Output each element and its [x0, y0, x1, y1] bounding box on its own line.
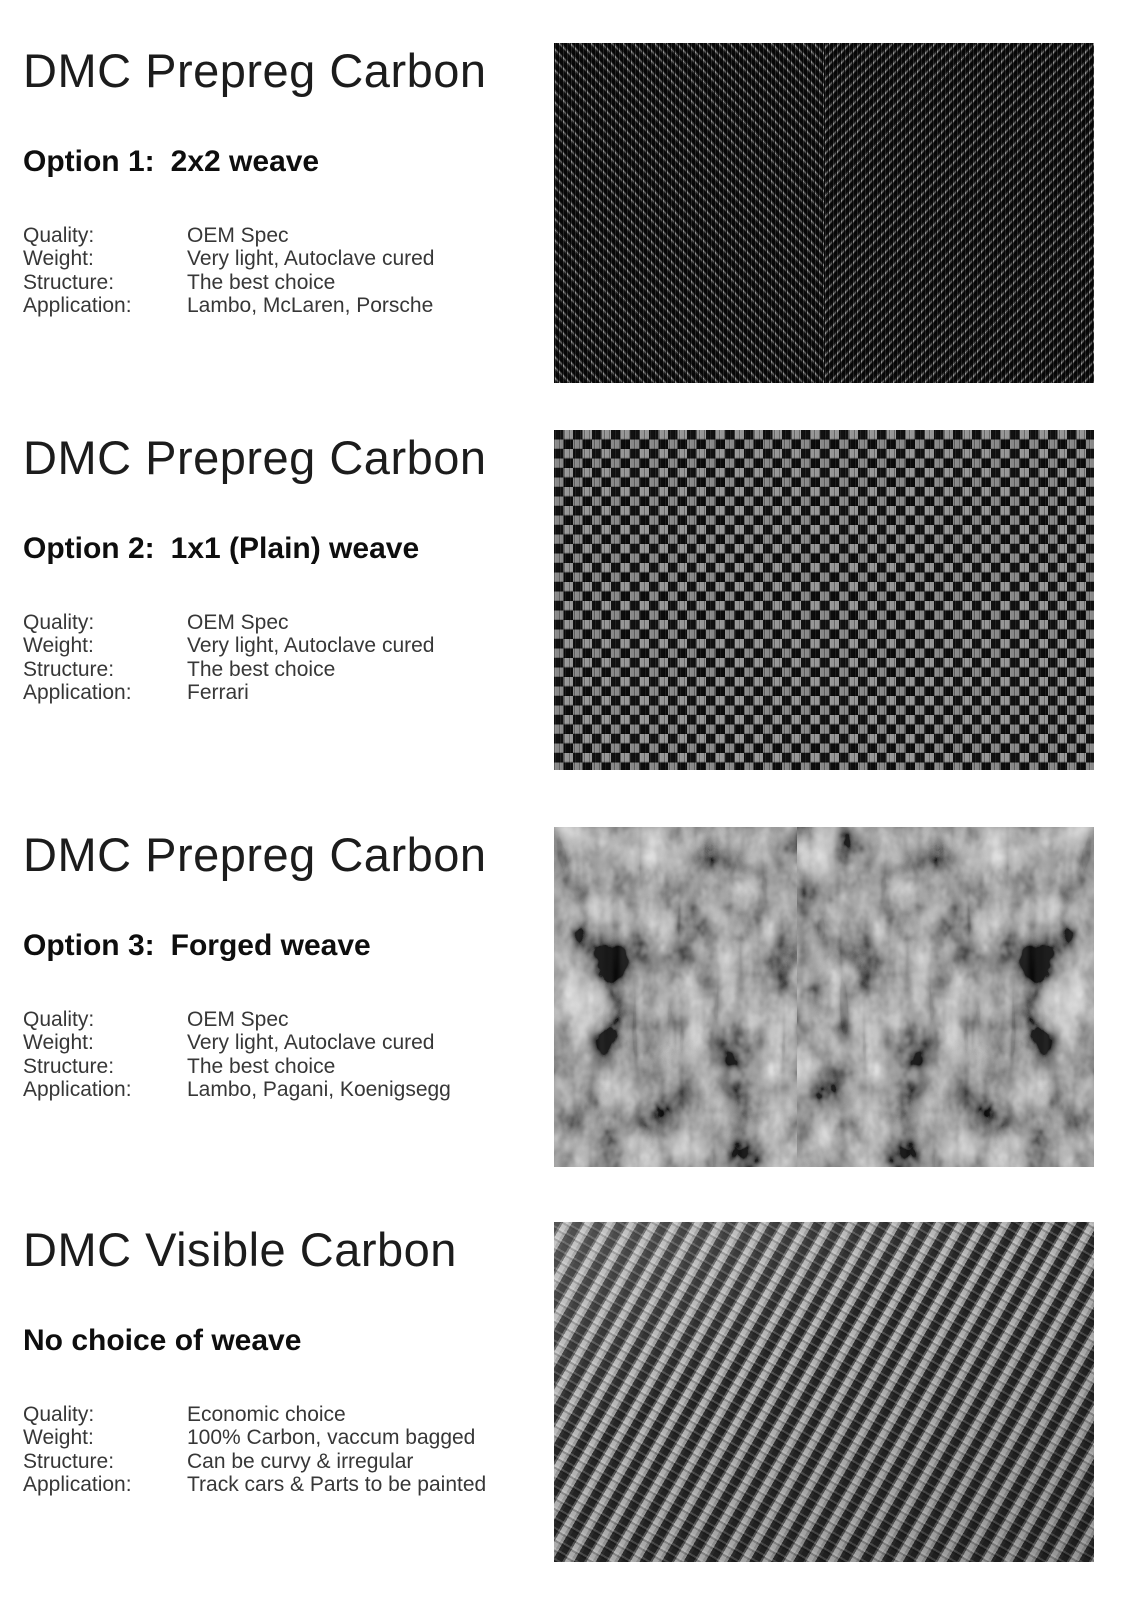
spec-value: Very light, Autoclave cured	[187, 1031, 435, 1055]
weave-option-heading	[23, 532, 419, 566]
option-weave-name: Forged weave	[170, 929, 371, 962]
spec-value: Economic choice	[187, 1403, 346, 1426]
carbon-texture-photo-forged	[554, 827, 1094, 1167]
option-number-label: Option 1:	[23, 145, 155, 178]
spec-value: Can be curvy & irregular	[187, 1449, 414, 1473]
spec-value: OEM Spec	[187, 224, 289, 247]
spec-row	[23, 1450, 486, 1473]
spec-value: The best choice	[187, 1054, 336, 1078]
spec-row	[23, 611, 434, 634]
forged-left-half	[554, 827, 824, 1167]
product-section-prepreg-2x2	[0, 43, 1131, 433]
spec-row	[23, 658, 434, 681]
spec-row	[23, 1078, 451, 1101]
weave-option-heading	[23, 145, 319, 179]
spec-row	[23, 294, 434, 317]
spec-label: Application:	[23, 681, 132, 705]
spec-value: Lambo, McLaren, Porsche	[187, 294, 434, 318]
spec-row	[23, 1403, 486, 1426]
spec-row	[23, 1008, 451, 1031]
carbon-texture-photo-1x1-plain	[554, 430, 1094, 770]
product-section-prepreg-1x1	[0, 430, 1131, 820]
spec-value: The best choice	[187, 270, 336, 294]
section-title: DMC Visible Carbon	[23, 1223, 457, 1276]
option-number-label: Option 3:	[23, 929, 155, 962]
twill-chevron-right-half	[824, 43, 1094, 383]
weave-option-heading	[23, 929, 371, 963]
spec-list	[23, 1403, 486, 1497]
option-number-label: Option 2:	[23, 532, 155, 565]
forged-right-half-mirrored	[824, 827, 1094, 1167]
option-weave-name: 2x2 weave	[170, 145, 320, 178]
spec-row	[23, 634, 434, 657]
spec-list	[23, 224, 434, 318]
spec-label: Weight:	[23, 634, 94, 658]
spec-row	[23, 1426, 486, 1449]
weave-option-heading	[23, 1324, 301, 1358]
spec-value: Track cars & Parts to be painted	[187, 1473, 487, 1497]
spec-value: Very light, Autoclave cured	[187, 247, 435, 271]
option-weave-name: 1x1 (Plain) weave	[170, 532, 420, 565]
spec-list	[23, 1008, 451, 1102]
spec-label: Weight:	[23, 1031, 94, 1055]
spec-value: 100% Carbon, vaccum bagged	[187, 1426, 476, 1450]
section-title: DMC Prepreg Carbon	[23, 828, 487, 881]
spec-row	[23, 681, 434, 704]
product-section-prepreg-forged	[0, 827, 1131, 1217]
option-weave-name: No choice of weave	[23, 1324, 302, 1357]
product-section-visible-carbon	[0, 1222, 1131, 1600]
spec-value: Lambo, Pagani, Koenigsegg	[187, 1078, 451, 1102]
spec-value: The best choice	[187, 657, 336, 681]
spec-label: Weight:	[23, 1426, 94, 1450]
spec-label: Structure:	[23, 1449, 115, 1473]
spec-label: Application:	[23, 1473, 132, 1497]
spec-label: Weight:	[23, 247, 94, 271]
spec-value: OEM Spec	[187, 611, 289, 634]
spec-value: Very light, Autoclave cured	[187, 634, 435, 658]
spec-label: Structure:	[23, 657, 115, 681]
section-title: DMC Prepreg Carbon	[23, 431, 487, 484]
carbon-texture-photo-2x2-twill	[554, 43, 1094, 383]
spec-label: Structure:	[23, 270, 115, 294]
spec-label: Quality:	[23, 611, 95, 634]
spec-label: Structure:	[23, 1054, 115, 1078]
spec-row	[23, 271, 434, 294]
spec-label: Quality:	[23, 224, 95, 247]
spec-row	[23, 1055, 451, 1078]
spec-row	[23, 224, 434, 247]
spec-label: Application:	[23, 294, 132, 318]
spec-value: Ferrari	[187, 681, 249, 705]
spec-row	[23, 1031, 451, 1054]
spec-row	[23, 1473, 486, 1496]
spec-row	[23, 247, 434, 270]
carbon-texture-photo-visible-twill	[554, 1222, 1094, 1562]
spec-value: OEM Spec	[187, 1008, 289, 1031]
spec-list	[23, 611, 434, 705]
twill-chevron-left-half	[554, 43, 824, 383]
section-title: DMC Prepreg Carbon	[23, 44, 487, 97]
spec-label: Quality:	[23, 1008, 95, 1031]
spec-label: Application:	[23, 1078, 132, 1102]
spec-label: Quality:	[23, 1403, 95, 1426]
